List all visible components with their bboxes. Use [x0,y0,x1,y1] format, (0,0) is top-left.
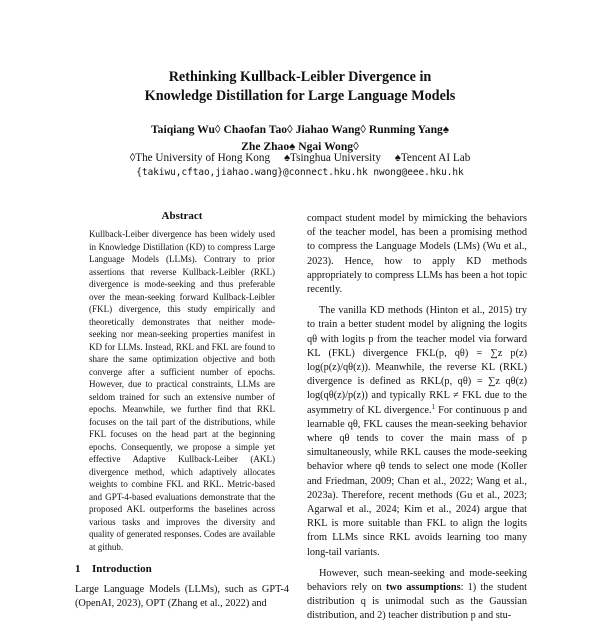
assumptions-emphasis: two assumptions [385,582,461,594]
right-column [307,212,527,624]
footnote-marker[interactable]: 1 [431,402,436,411]
paragraph-kl-divergence [307,304,527,560]
title-line-1: Rethinking Kullback-Leibler Divergence in [168,69,432,85]
paper-title [0,68,600,106]
kl-behavior-text: For continuous p and learnable qθ, FKL causes the mean-seeking behavior where qθ tends to cover the main mass of p simultaneously, while RKL causes the mode-seeking behavior where qθ tends to select one mode (Koller and Friedman, 2009; Chan et al., 2022; Wang et al., 2023a). Therefore, recent methods (Gu et al., 2023; Agarwal et al., 2024; Kim et al., 2024) argue that RKL is more suitable than FKL to align the logits from LLMs since RKL avoids learning too many long-tail variants. [307,404,528,558]
email-group-1: {takiwu,cftao,jiahao.wang}@connect.hku.hk [136,167,368,178]
kl-definition-text: The vanilla KD methods (Hinton et al., 2015) try to train a better student model by aligning the logits qθ with logits p from the teacher model via forward KL (FKL) divergence FKL(p, qθ) = ∑z p(z) log(p(z)/qθ(z)). Meanwhile, the reverse KL (RKL) divergence is defined as RKL(p, qθ) = ∑z qθ(z) log(qθ(z)/p(z)) and typically RKL ≠ FKL due to the asymmetry of KL divergence. [307,305,527,416]
section-title: Introduction [92,563,152,575]
title-line-2: Knowledge Distillation for Large Language Models [144,88,456,104]
intro-paragraph: Large Language Models (LLMs), such as GPT-4 (OpenAI, 2023), OPT (Zhang et al., 2022) and [75,584,289,610]
authors-line-1: Taiqiang Wu◊ Chaofan Tao◊ Jiahao Wang◊ Runming Yang♠ [151,123,449,136]
author-list [0,121,600,155]
section-heading [75,563,152,575]
authors-line-2: Zhe Zhao♠ Ngai Wong◊ [241,140,359,153]
assumptions-text-start: However, such mean-seeking and mode-seeking behaviors rely on [307,567,527,594]
affiliation-tencent: ♠Tencent AI Lab [394,152,471,164]
assumptions-text-end: : 1) the student distribution q is unimodal such as the Gaussian distribution, and 2) teacher distribution p and stu- [307,582,527,622]
paragraph-kd-intro: compact student model by mimicking the behaviors of the teacher model, has been a promising method to compress the Language Models (LMs) (Wu et al., 2023). Hence, how to apply KD methods appropriately to compress LLMs has been a hot topic recently. [307,213,527,296]
affiliation-hku: ◊The University of Hong Kong [129,152,271,164]
abstract-body: Kullback-Leiber divergence has been widely used in Knowledge Distillation (KD) to compress Large Language Models (LLMs). Contrary to prior assertions that reverse Kullback-Leibler (RKL) divergence is mode-seeking and thus preferable over the mean-seeking forward Kullback-Leibler (FKL) divergence, this study empirically and theoretically demonstrates that neither mode-seeking nor mean-seeking properties manifest in KD for LLMs. Instead, RKL and FKL are found to share the same optimization objective and both converge after a sufficient number of epochs. However, due to practical constraints, LLMs are seldom trained for such an extensive number of epochs. Meanwhile, we further find that RKL focuses on the tail part of the distributions, while FKL focuses on the head part at the beginning epochs. Consequently, we propose a simple yet effective Adaptive Kullback-Leiber (AKL) divergence method, which adaptively allocates weights to combine FKL and RKL. Metric-based and GPT-4-based evaluations demonstrate that the proposed AKL outperforms the baselines across various tasks and improves the diversity and quality of generated responses. Codes are available at github. [89,229,275,552]
affiliation-tsinghua: ♠Tsinghua University [284,152,381,164]
paragraph-assumptions [307,567,527,624]
email-group-2: nwong@eee.hku.hk [373,167,464,178]
abstract-heading: Abstract [161,210,203,222]
author-emails [0,166,600,180]
section-number: 1 [75,563,81,575]
affiliations [0,151,600,166]
